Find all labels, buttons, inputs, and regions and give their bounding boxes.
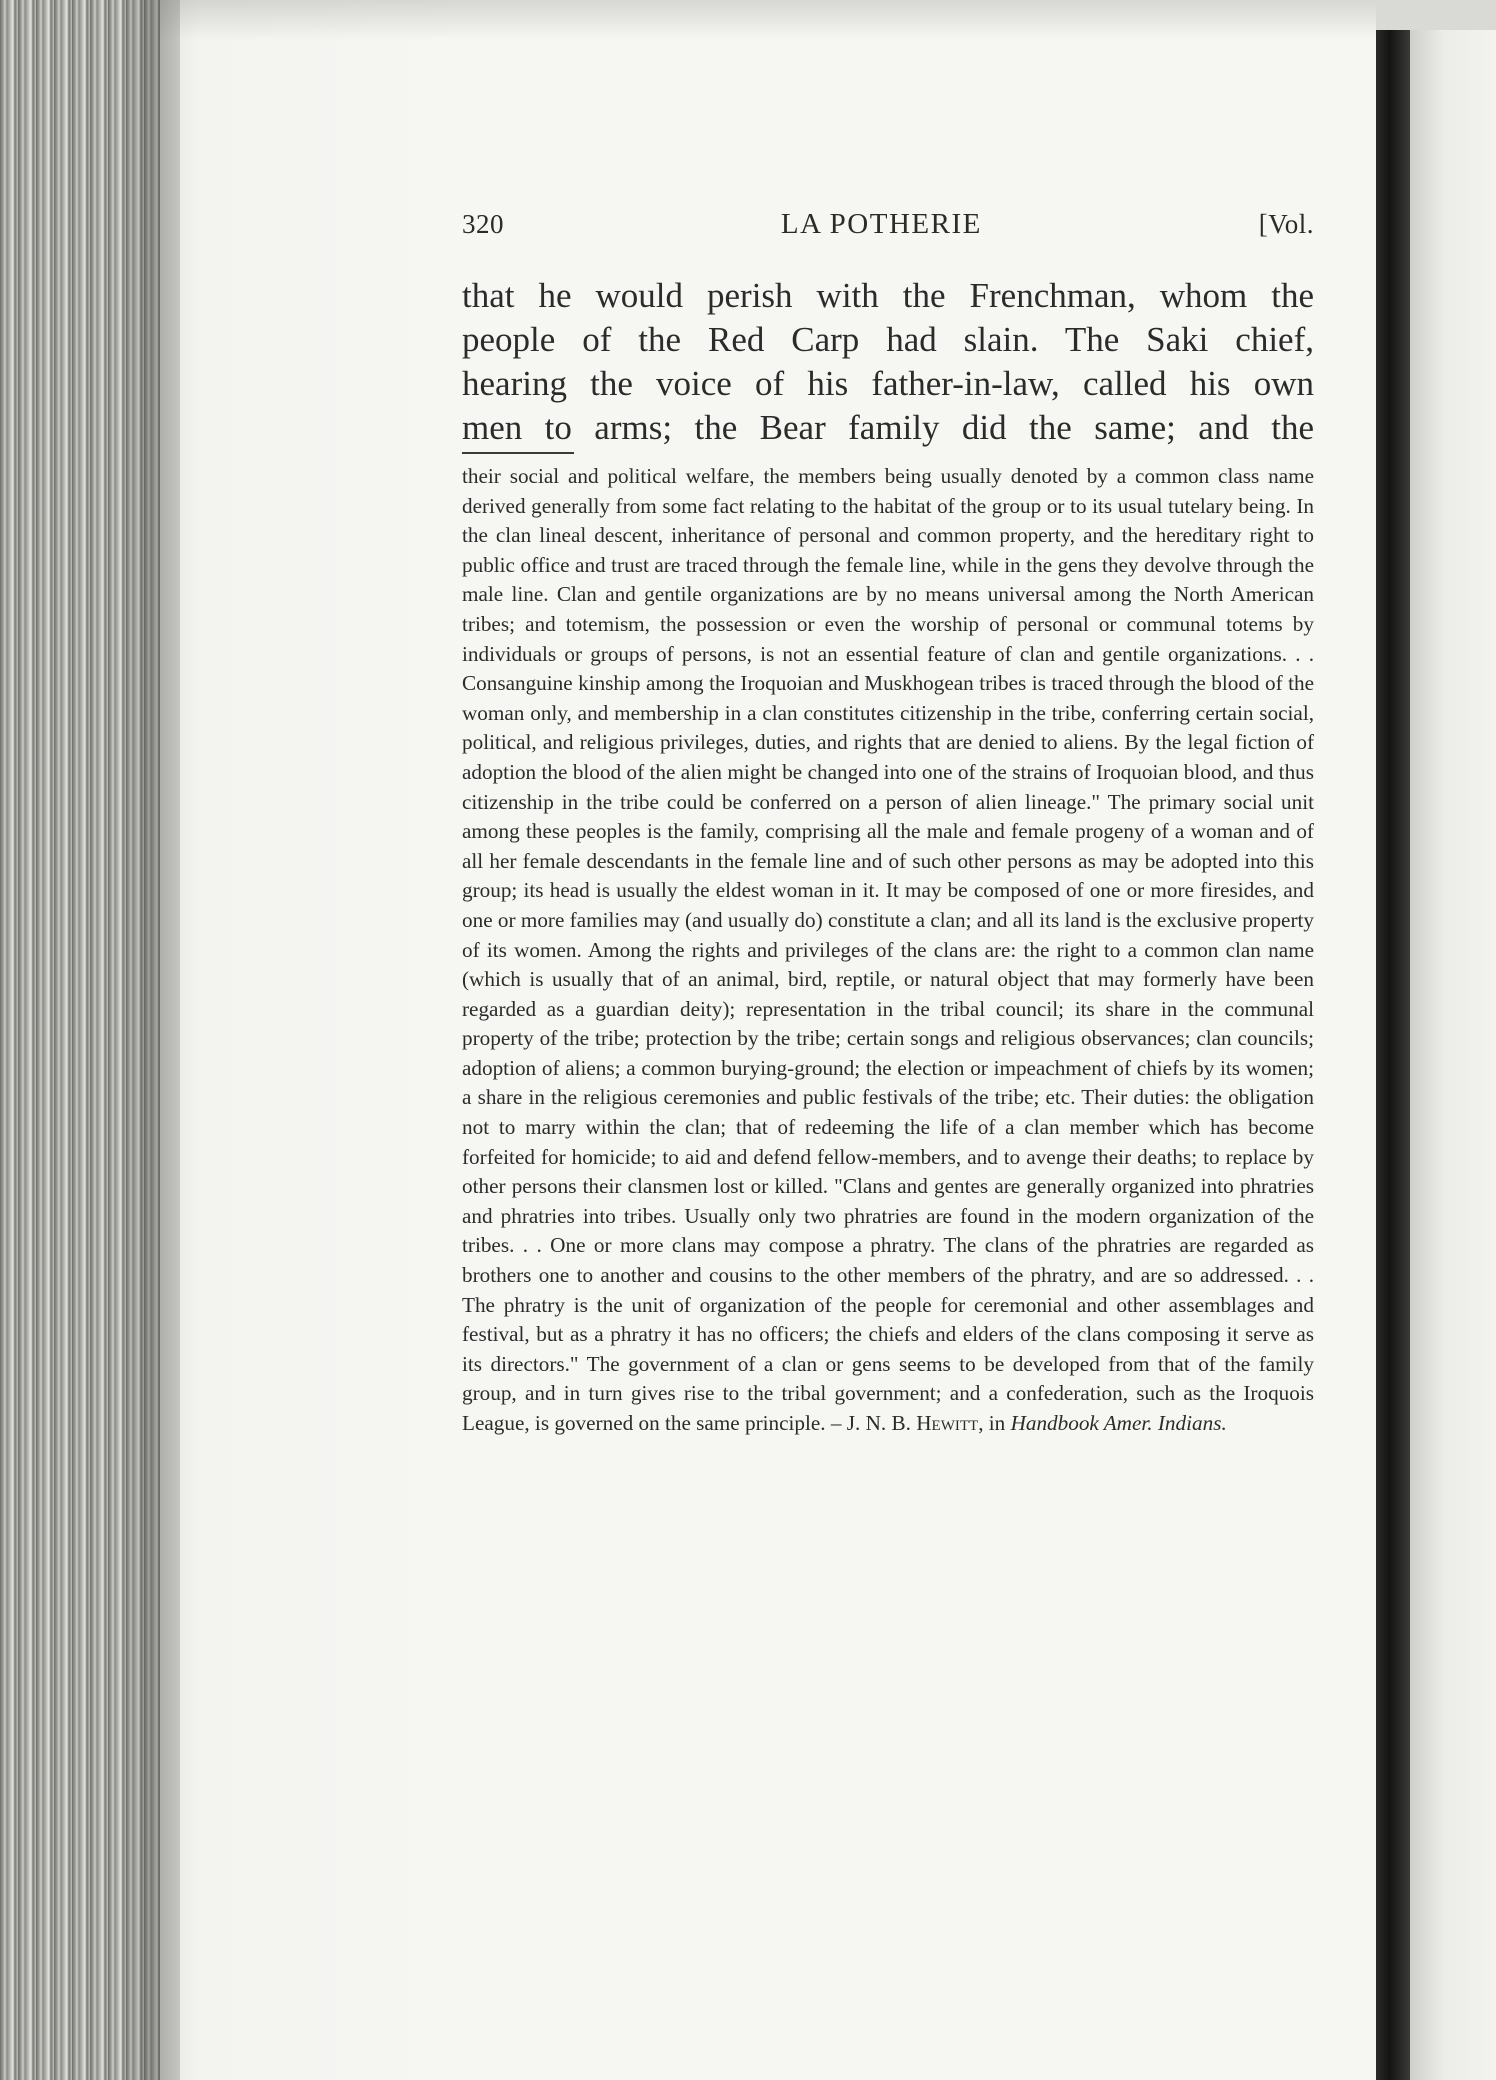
footnote-source: Handbook Amer. Indians. — [1010, 1411, 1227, 1435]
body-line: people of the Red Carp had slain. The Saki chief, — [462, 320, 1314, 359]
body-line: that he would perish with the Frenchman, whom the — [462, 276, 1314, 315]
facing-page-edge — [1410, 30, 1496, 2080]
body-line: men to arms; the Bear family did the same; and the — [462, 408, 1314, 447]
body-line: hearing the voice of his father-in-law, called his own — [462, 364, 1314, 403]
running-title: LA POTHERIE — [780, 208, 982, 240]
running-head — [462, 208, 1314, 258]
book-gutter — [1376, 30, 1410, 2080]
footnote-in: , in — [978, 1411, 1011, 1435]
page-text-block — [462, 208, 1314, 1460]
footnote-rule — [462, 452, 574, 454]
footnote-text: their social and political welfare, the members being usually denoted by a common class name derived generally from some fact relating to the habitat of the group or to its usual tutelary being. In the clan lineal descent, inheritance of personal and common property, and the hereditary right to public office and trust are traced through the female line, while in the gens they devolve through the male line. Clan and gentile organizations are by no means universal among the North American tribes; and totemism, the possession or even the worship of personal or communal totems by individuals or groups of persons, is not an essential feature of clan and gentile organizations. . . Consanguine kinship among the Iroquoian and Muskhogean tribes is traced through the blood of the woman only, and membership in a clan constitutes citizenship in the tribe, conferring certain social, political, and religious privileges, duties, and rights that are denied to aliens. By the legal fiction of adoption the blood of the alien might be changed into one of the strains of Iroquoian blood, and thus citizenship in the tribe could be conferred on a person of alien lineage." The primary social unit among these peoples is the family, comprising all the male and female progeny of a woman and of all her female descendants in the female line and of such other persons as may be adopted into this group; its head is usually the eldest woman in it. It may be composed of one or more firesides, and one or more families may (and usually do) constitute a clan; and all its land is the exclusive property of its women. Among the rights and privileges of the clans are: the right to a common clan name (which is usually that of an animal, bird, reptile, or natural object that may formerly have been regarded as a guardian deity); representation in the tribal council; its share in the communal property of the tribe; protection by the tribe; certain songs and religious observances; clan councils; adoption of aliens; a common burying-ground; the election or impeachment of chiefs by its women; a share in the religious ceremonies and public festivals of the tribe; etc. Their duties: the obligation not to marry within the clan; that of redeeming the life of a clan member which has become forfeited for homicide; to aid and defend fellow-members, and to avenge their deaths; to replace by other persons their clansmen lost or killed. "Clans and gentes are generally organized into phratries and phratries into tribes. Usually only two phratries are found in the modern organization of the tribes. . . One or more clans may compose a phratry. The clans of the phratries are regarded as brothers one to another and cousins to the other members of the phratry, and are so addressed. . . The phratry is the unit of organization of the people for ceremonial and other assemblages and festival, but as a phratry it has no officers; the chiefs and elders of the clans composing it serve as its directors." The government of a clan or gens seems to be developed from that of the family group, and in turn gives rise to the tribal government; and a confederation, such as the Iroquois League, is governed on the same principle. – — [462, 464, 1314, 1435]
binding-shadow — [120, 0, 180, 2080]
footnote-author: J. N. B. Hewitt — [846, 1411, 979, 1435]
footnote — [462, 462, 1314, 1439]
page-top-shade — [160, 0, 1376, 40]
volume-marker: [Vol. — [1258, 209, 1314, 239]
page-number: 320 — [462, 209, 504, 239]
main-text — [462, 274, 1314, 450]
